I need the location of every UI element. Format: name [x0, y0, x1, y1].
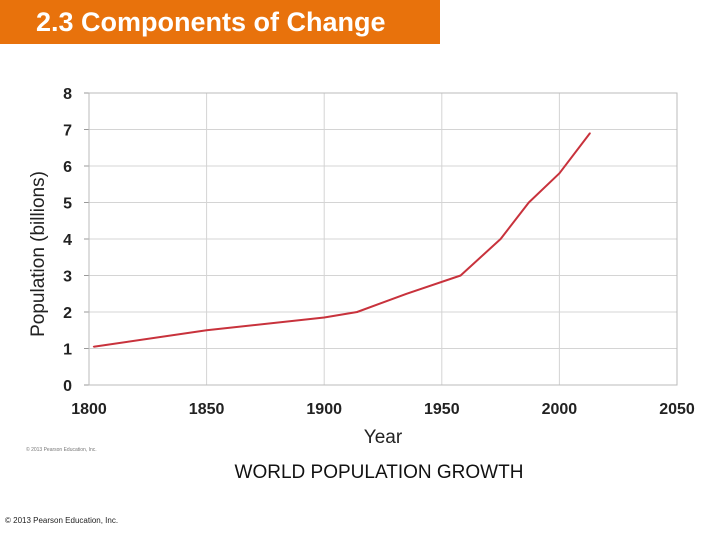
y-tick-label: 7	[63, 122, 72, 140]
population-chart	[0, 60, 720, 460]
x-tick-labels	[71, 401, 695, 418]
x-axis-label: Year	[363, 427, 403, 448]
data-point	[323, 317, 325, 319]
x-tick-label: 2000	[541, 401, 578, 418]
y-tick-label: 2	[63, 305, 72, 322]
y-tick-label: 3	[63, 268, 72, 286]
y-tick-label: 1	[63, 341, 72, 359]
title-bar	[0, 0, 440, 44]
population-series-line	[94, 133, 590, 347]
y-tick-labels	[63, 86, 72, 395]
data-point	[500, 238, 502, 240]
data-point	[460, 275, 462, 277]
y-tick-label: 6	[63, 159, 72, 176]
x-tick-label: 2050	[659, 401, 695, 418]
x-tick-label: 1800	[71, 401, 107, 418]
chart-caption: WORLD POPULATION GROWTH	[234, 462, 524, 483]
data-point	[93, 346, 95, 348]
y-tick-label: 5	[63, 195, 72, 213]
data-point	[559, 173, 561, 175]
y-axis-label: Population (billions)	[28, 171, 49, 337]
x-tick-label: 1900	[306, 401, 342, 418]
data-point	[406, 293, 408, 295]
y-tick-label: 0	[63, 378, 72, 395]
series-layer	[93, 132, 591, 347]
x-tick-label: 1850	[188, 401, 225, 418]
data-point	[356, 311, 358, 313]
chart-copyright: © 2013 Pearson Education, Inc.	[26, 447, 97, 453]
y-tick-label: 4	[63, 232, 72, 249]
footer-copyright: © 2013 Pearson Education, Inc.	[5, 516, 119, 525]
x-tick-label: 1950	[424, 401, 460, 418]
data-point	[589, 132, 591, 134]
y-tick-label: 8	[63, 86, 72, 103]
slide-title: 2.3 Components of Change	[36, 7, 386, 37]
data-point	[528, 202, 530, 204]
data-point	[206, 329, 208, 331]
